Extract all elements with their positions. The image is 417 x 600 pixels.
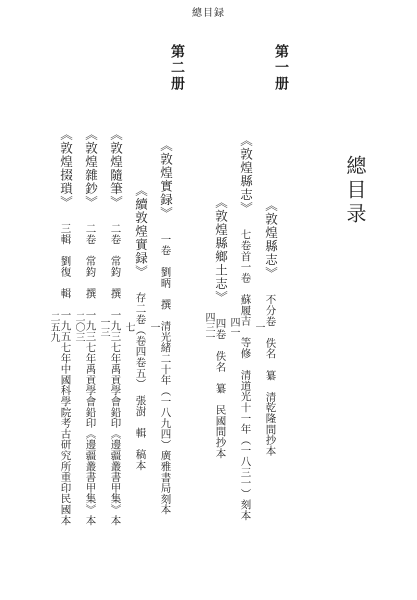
- entry-page: 四三一: [203, 312, 214, 342]
- entry-meta: 一卷 劉昞 撰 清光緒二十年（一八九四）廣雅書局刻本: [159, 234, 172, 515]
- entry-page: 七: [123, 322, 134, 332]
- entry-page: 一: [148, 322, 159, 332]
- running-head: 總目録: [192, 8, 225, 19]
- entry-title: 《敦煌縣鄉土志》: [213, 195, 229, 304]
- entry-title: 《敦煌縣志》: [238, 133, 254, 215]
- entry-meta: 不分卷 佚名 纂 清乾隆間抄本: [264, 293, 277, 456]
- toc-entry: [123, 67, 147, 587]
- entry-meta: 存二卷（卷四卷五） 張澍 輯 稿本: [134, 292, 147, 471]
- entry-page: 二五九: [48, 312, 59, 342]
- toc-entry: [48, 67, 72, 587]
- entry-title: 《敦煌實録》: [158, 139, 174, 221]
- entry-title: 《敦煌縣志》: [263, 198, 279, 280]
- entry-title: 《續敦煌實録》: [133, 183, 149, 279]
- entry-page: 一: [253, 322, 264, 332]
- entry-page: 二〇三: [73, 312, 84, 342]
- entry-title: 《敦煌掇瑣》: [58, 128, 74, 210]
- entry-meta: 二卷 常鈞 撰 一九三七年禹貢學會鉛印《邊疆叢書甲集》本: [109, 223, 122, 526]
- toc-entry: [98, 67, 122, 587]
- toc-entry: [73, 67, 97, 587]
- entry-title: 《敦煌雜鈔》: [83, 128, 99, 210]
- toc-entry: [253, 67, 277, 587]
- volume-heading-1: 第一册: [273, 44, 289, 92]
- entry-meta: 三輯 劉復 輯 一九五七年中國科學院考古研究所重印民國本: [59, 223, 72, 526]
- entry-page: 一三: [98, 317, 109, 337]
- page-title: 總目录: [343, 155, 367, 227]
- entry-page: 四一: [228, 317, 239, 337]
- entry-meta: 七卷首一卷 蘇履吉 等修 清道光十一年（一八三一）刻本: [239, 228, 252, 521]
- entry-meta: 四卷 佚名 纂 民國間抄本: [214, 317, 227, 459]
- entry-title: 《敦煌隨筆》: [108, 128, 124, 210]
- volume-heading-2: 第二册: [169, 44, 185, 92]
- entry-meta: 二卷 常鈞 撰 一九三七年禹貢學會鉛印《邊疆叢書甲集》本: [84, 223, 97, 526]
- toc-entry: [203, 67, 227, 587]
- toc-entry: [228, 67, 252, 587]
- toc-entry: [148, 67, 172, 587]
